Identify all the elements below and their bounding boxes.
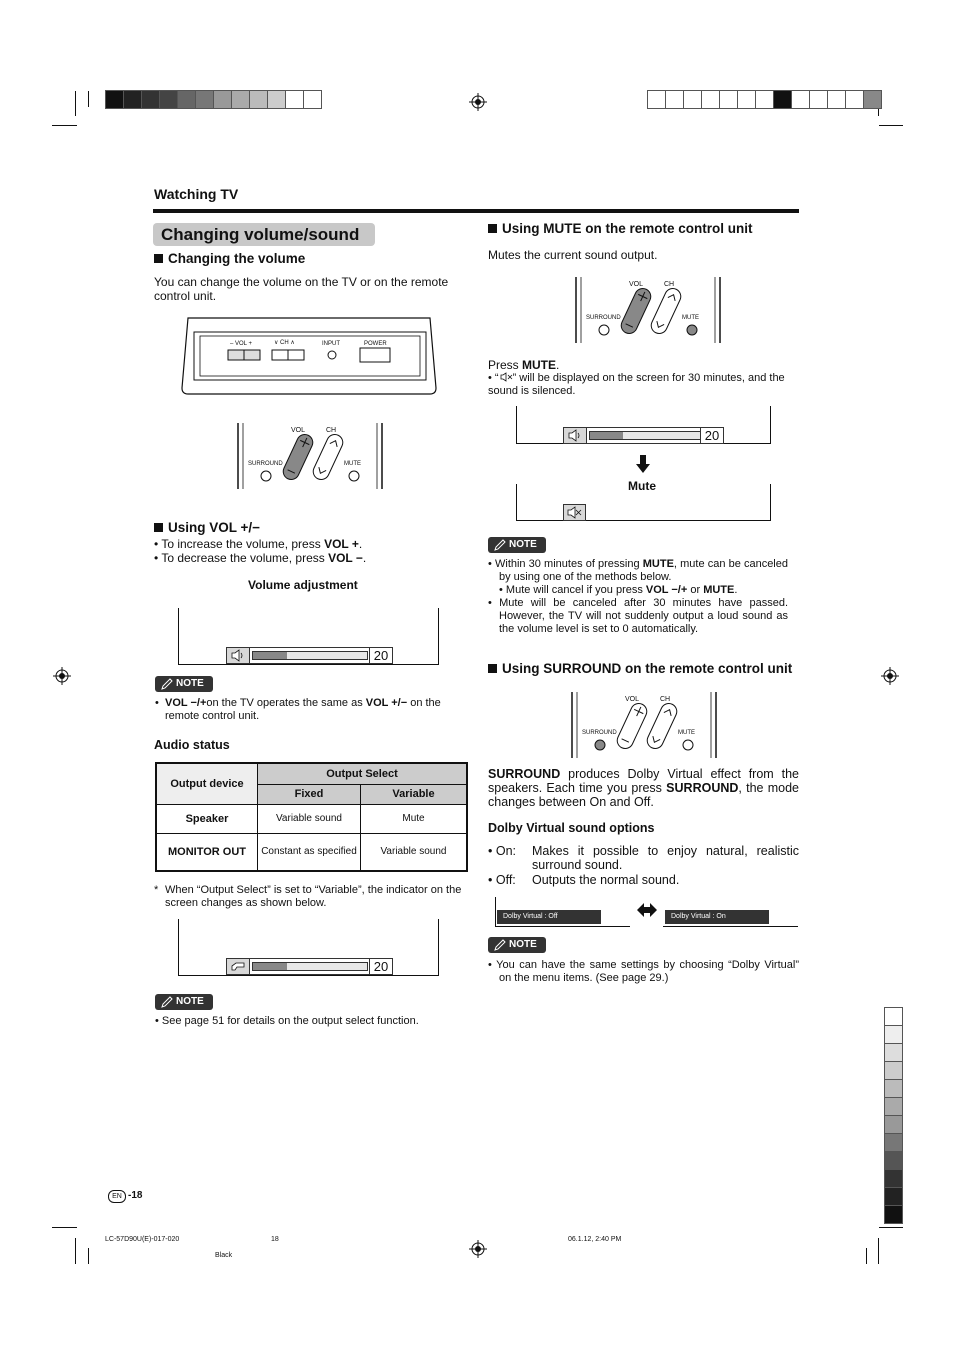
remote-vol-label: VOL bbox=[291, 427, 306, 434]
calibration-swatch bbox=[827, 90, 846, 109]
calibration-swatch bbox=[884, 1025, 903, 1044]
calibration-swatch bbox=[159, 90, 178, 109]
volume-bar bbox=[252, 651, 368, 660]
calibration-swatch bbox=[177, 90, 196, 109]
page-title-text: Changing volume/sound bbox=[161, 225, 360, 244]
dolby-on-osd: Dolby Virtual : On bbox=[665, 910, 769, 924]
remote-mute-label: MUTE bbox=[344, 461, 361, 467]
remote-ch-label: CH bbox=[326, 427, 337, 434]
remote-surround-label: SURROUND bbox=[582, 730, 617, 736]
calibration-swatch bbox=[884, 1043, 903, 1062]
calibration-swatch bbox=[123, 90, 142, 109]
calibration-swatch bbox=[141, 90, 160, 109]
table-row: MONITOR OUT Constant as specified Variable sound bbox=[156, 833, 467, 871]
page-title bbox=[153, 223, 375, 246]
surround-paragraph: SURROUND produces Dolby Virtual effect from the speakers. Each time you press SURROUND, the mode changes between On and Off. bbox=[488, 767, 799, 809]
audio-footnote: * When “Output Select” is set to “Variable”, the indicator on the screen changes as shown below. bbox=[154, 884, 462, 909]
header-rule bbox=[153, 209, 799, 213]
note-badge: NOTE bbox=[155, 994, 213, 1010]
remote-surround-label: SURROUND bbox=[586, 315, 621, 321]
calibration-swatch bbox=[195, 90, 214, 109]
language-badge: EN bbox=[108, 1190, 126, 1203]
dolby-off-option: • Off: Outputs the normal sound. bbox=[488, 873, 680, 887]
calibration-swatch bbox=[884, 1061, 903, 1080]
calibration-swatch bbox=[809, 90, 828, 109]
remote-ch-label: CH bbox=[664, 281, 675, 288]
remote-vol-label: VOL bbox=[629, 281, 644, 288]
vol-decrease-bullet: • To decrease the volume, press VOL −. bbox=[154, 551, 367, 565]
registration-target-top bbox=[469, 93, 487, 116]
remote-vol-illustration bbox=[236, 421, 384, 491]
registration-target-right bbox=[881, 667, 899, 690]
calibration-swatch bbox=[683, 90, 702, 109]
calibration-swatch bbox=[719, 90, 738, 109]
registration-target-left bbox=[53, 667, 71, 690]
remote-vol-label: VOL bbox=[625, 696, 640, 703]
mute-volume-bar bbox=[589, 431, 701, 440]
volume-adjustment-caption: Volume adjustment bbox=[248, 578, 358, 592]
dolby-on-option: • On: Makes it possible to enjoy natural, realistic surround sound. bbox=[488, 844, 799, 872]
audio-status-heading: Audio status bbox=[154, 738, 230, 752]
tv-vol-label: – VOL + bbox=[230, 341, 252, 347]
mute-icon bbox=[499, 372, 513, 382]
calibration-swatch bbox=[884, 1079, 903, 1098]
tv-ch-label: ∨ CH ∧ bbox=[274, 340, 295, 346]
mute-screen-frame-after bbox=[516, 484, 771, 521]
remote-mute-label: MUTE bbox=[678, 730, 695, 736]
mute-osd-before bbox=[563, 427, 724, 444]
variable-osd bbox=[226, 958, 393, 975]
changing-volume-heading: Changing the volume bbox=[154, 251, 305, 266]
pencil-icon bbox=[160, 995, 174, 1009]
calibration-swatch bbox=[213, 90, 232, 109]
variable-bar bbox=[252, 962, 368, 971]
note-badge: NOTE bbox=[488, 937, 546, 953]
calibration-swatch bbox=[884, 1205, 903, 1224]
volume-osd bbox=[226, 647, 393, 664]
press-mute: Press MUTE. bbox=[488, 358, 560, 372]
calibration-swatch bbox=[303, 90, 322, 109]
remote-mute-label: MUTE bbox=[682, 315, 699, 321]
remote-mute-illustration bbox=[574, 275, 722, 345]
note-badge: NOTE bbox=[488, 537, 546, 553]
mute-intro: Mutes the current sound output. bbox=[488, 248, 658, 262]
calibration-swatch bbox=[647, 90, 666, 109]
double-arrow-icon bbox=[637, 902, 657, 923]
pencil-icon bbox=[493, 938, 507, 952]
pencil-icon bbox=[493, 538, 507, 552]
calibration-swatch bbox=[884, 1169, 903, 1188]
calibration-swatch bbox=[267, 90, 286, 109]
th-output-select: Output Select bbox=[258, 763, 468, 784]
doc-page: 18 bbox=[271, 1236, 279, 1243]
note3-text: • Within 30 minutes of pressing MUTE, mute can be canceled by using one of the methods below. • Mute will cancel if you press VOL −/+ or MUTE. • Mute will be canceled after 30 minutes have passed. However, the TV will not suddenly output a loud sound as the volume level is set to 0 automatically. bbox=[488, 558, 788, 635]
calibration-swatch bbox=[105, 90, 124, 109]
down-arrow-icon bbox=[636, 455, 650, 478]
calibration-swatch bbox=[737, 90, 756, 109]
tv-input-label: INPUT bbox=[322, 341, 340, 347]
dolby-options-heading: Dolby Virtual sound options bbox=[488, 821, 655, 835]
doc-code: LC-57D90U(E)-017-020 bbox=[105, 1236, 180, 1243]
audio-status-table bbox=[155, 762, 468, 872]
output-icon bbox=[227, 959, 250, 974]
th-fixed: Fixed bbox=[258, 784, 361, 804]
calibration-swatch bbox=[884, 1151, 903, 1170]
calibration-swatch bbox=[845, 90, 864, 109]
calibration-swatch bbox=[701, 90, 720, 109]
note4-text: • You can have the same settings by choosing “Dolby Virtual” on the menu items. (See page 29.) bbox=[488, 959, 799, 984]
mute-osd-after bbox=[563, 504, 586, 521]
note-badge: NOTE bbox=[155, 676, 213, 692]
calibration-swatch bbox=[863, 90, 882, 109]
mute-caption: Mute bbox=[628, 479, 656, 493]
section-label: Watching TV bbox=[154, 186, 239, 202]
note2-text: • See page 51 for details on the output select function. bbox=[155, 1015, 419, 1027]
mute-bullet: • “ ” will be displayed on the screen for 30 minutes, and the sound is silenced. bbox=[488, 372, 785, 397]
calibration-swatch bbox=[884, 1115, 903, 1134]
tv-power-label: POWER bbox=[364, 341, 387, 347]
calibration-swatch bbox=[884, 1007, 903, 1026]
remote-surround-label: SURROUND bbox=[248, 461, 283, 467]
mute-volume-value: 20 bbox=[700, 428, 723, 443]
calibration-swatch bbox=[665, 90, 684, 109]
calibration-swatch bbox=[791, 90, 810, 109]
vol-increase-bullet: • To increase the volume, press VOL +. bbox=[154, 537, 363, 551]
remote-ch-label: CH bbox=[660, 696, 671, 703]
remote-surround-illustration bbox=[570, 690, 718, 760]
registration-target-bottom bbox=[469, 1240, 487, 1263]
changing-volume-intro: You can change the volume on the TV or on the remote control unit. bbox=[154, 275, 449, 303]
calibration-swatch bbox=[884, 1187, 903, 1206]
mute-heading: Using MUTE on the remote control unit bbox=[488, 221, 753, 236]
calibration-swatch bbox=[884, 1097, 903, 1116]
speaker-icon bbox=[564, 428, 587, 443]
calibration-swatch bbox=[231, 90, 250, 109]
calibration-swatch bbox=[249, 90, 268, 109]
calibration-swatch bbox=[884, 1133, 903, 1152]
doc-date: 06.1.12, 2:40 PM bbox=[568, 1236, 622, 1243]
page-number: EN -18 bbox=[108, 1190, 142, 1203]
using-vol-heading: Using VOL +/− bbox=[154, 520, 260, 535]
note1-text: • VOL −/+on the TV operates the same as VOL +/− on the remote control unit. bbox=[155, 697, 441, 722]
calibration-swatch bbox=[755, 90, 774, 109]
plate-color: Black bbox=[215, 1252, 233, 1259]
th-output-device: Output device bbox=[156, 763, 258, 804]
volume-value: 20 bbox=[369, 648, 392, 663]
table-row: Speaker Variable sound Mute bbox=[156, 804, 467, 833]
th-variable: Variable bbox=[361, 784, 468, 804]
pencil-icon bbox=[160, 677, 174, 691]
speaker-icon bbox=[227, 648, 250, 663]
dolby-off-osd: Dolby Virtual : Off bbox=[497, 910, 601, 924]
mute-icon bbox=[564, 505, 585, 520]
tv-control-panel-illustration bbox=[180, 316, 438, 396]
variable-value: 20 bbox=[369, 959, 392, 974]
surround-heading: Using SURROUND on the remote control unit bbox=[488, 661, 792, 676]
calibration-swatch bbox=[285, 90, 304, 109]
calibration-swatch bbox=[773, 90, 792, 109]
